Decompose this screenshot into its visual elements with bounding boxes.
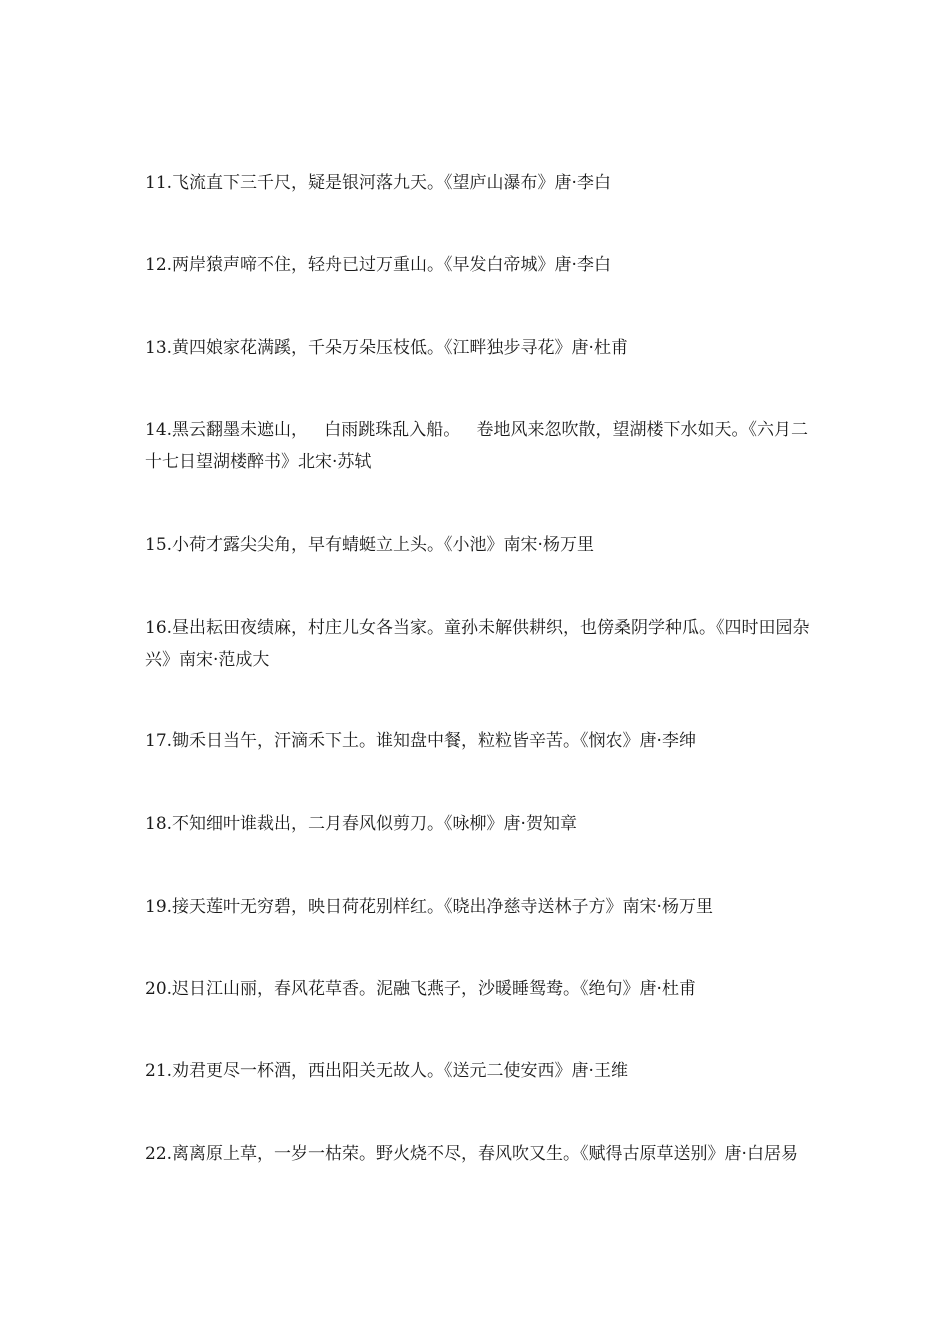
poem-entry-17: 17.锄禾日当午，汗滴禾下土。谁知盘中餐，粒粒皆辛苦。《悯农》唐·李绅 [145,731,696,751]
poem-entry-18: 18.不知细叶谁裁出，二月春风似剪刀。《咏柳》唐·贺知章 [145,814,577,834]
poem-entry-20: 20.迟日江山丽，春风花草香。泥融飞燕子，沙暖睡鸳鸯。《绝句》唐·杜甫 [145,979,696,999]
poem-entry-13: 13.黄四娘家花满蹊，千朵万朵压枝低。《江畔独步寻花》唐·杜甫 [145,338,628,358]
poem-entry-11: 11.飞流直下三千尺，疑是银河落九天。《望庐山瀑布》唐·李白 [145,173,611,193]
poem-entry-16: 16.昼出耘田夜绩麻，村庄儿女各当家。童孙未解供耕织，也傍桑阴学种瓜。《四时田园杂兴》南宋·范成大 [145,618,810,670]
poem-entry-12: 12.两岸猿声啼不住，轻舟已过万重山。《早发白帝城》唐·李白 [145,255,611,275]
poem-entry-19: 19.接天莲叶无穷碧，映日荷花别样红。《晓出净慈寺送林子方》南宋·杨万里 [145,897,713,917]
poem-entry-21: 21.劝君更尽一杯酒，西出阳关无故人。《送元二使安西》唐·王维 [145,1061,628,1081]
poem-entry-14: 14.黑云翻墨未遮山， 白雨跳珠乱入船。 卷地风来忽吹散，望湖楼下水如天。《六月二十七日望湖楼醉书》北宋·苏轼 [145,420,808,472]
poem-entry-15: 15.小荷才露尖尖角，早有蜻蜓立上头。《小池》南宋·杨万里 [145,535,594,555]
poem-entry-22: 22.离离原上草，一岁一枯荣。野火烧不尽，春风吹又生。《赋得古原草送别》唐·白居易 [145,1144,798,1164]
